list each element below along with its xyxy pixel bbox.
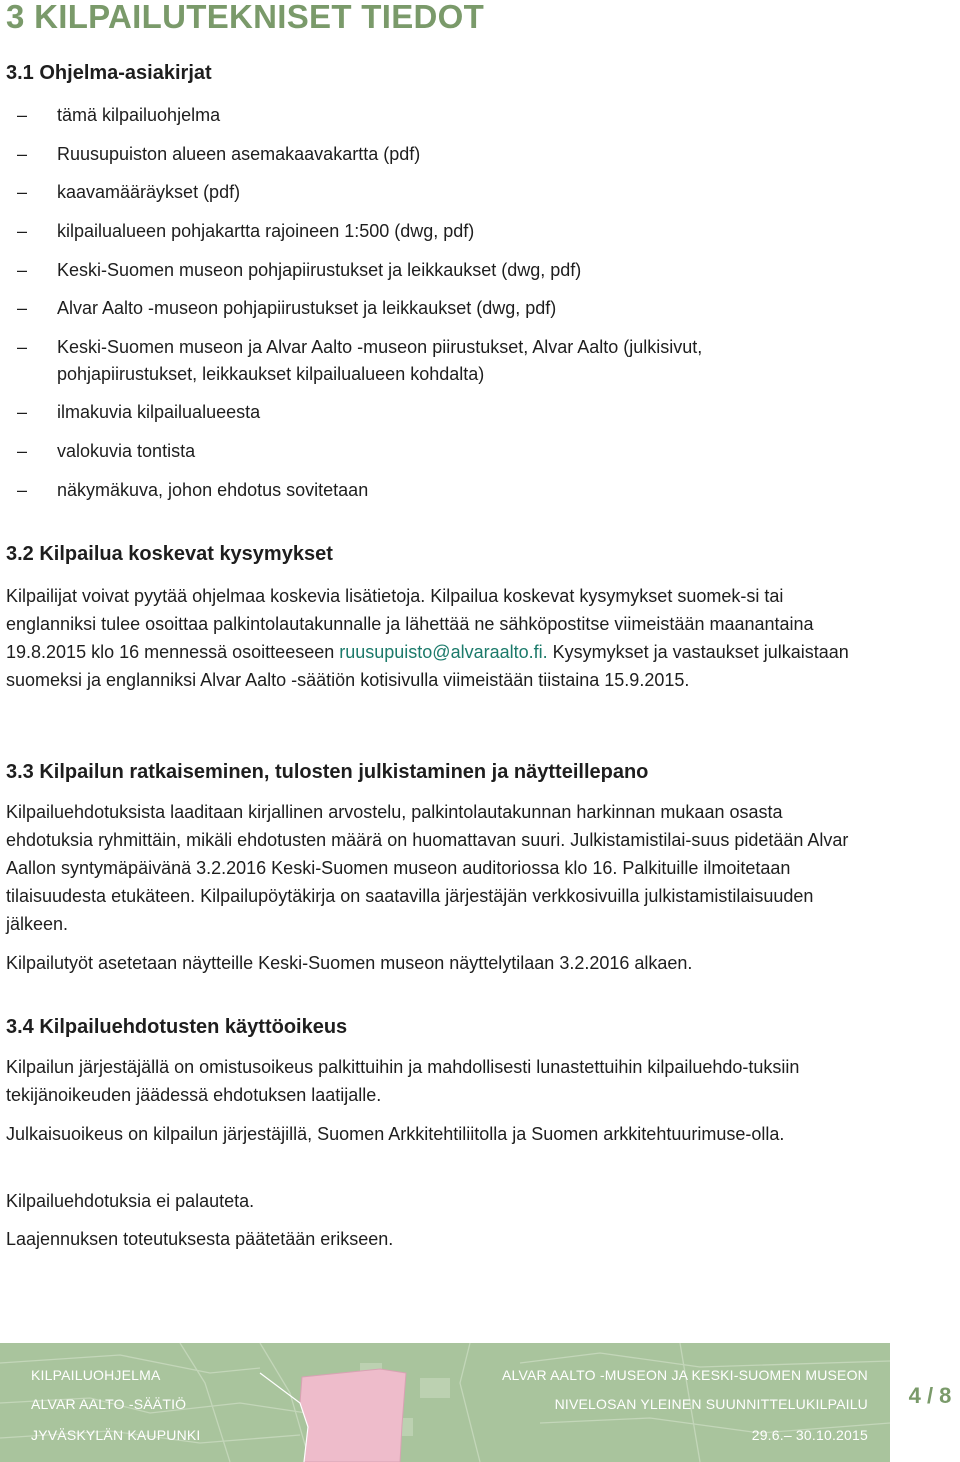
paragraph: Kilpailuehdotuksia ei palauteta. — [6, 1191, 255, 1211]
footer-label: 29.6.– 30.10.2015 — [751, 1427, 868, 1443]
section-heading-3-2: 3.2 Kilpailua koskevat kysymykset — [6, 543, 333, 565]
paragraph: Kilpailun järjestäjällä on omistusoikeus palkittuihin ja mahdollisesti lunastettuihin kilpailuehdo-tuksiin tekijänoikeuden jäädessä ehdotuksen laatijalle. — [6, 1057, 800, 1105]
dash-bullet: – — [17, 221, 28, 241]
footer-label: JYVÄSKYLÄN KAUPUNKI — [31, 1427, 201, 1443]
dash-bullet: – — [17, 441, 28, 461]
page-number: 4 / 8 — [908, 1383, 952, 1408]
dash-bullet: – — [17, 182, 28, 202]
page-title: 3 KILPAILUTEKNISET TIEDOT — [6, 0, 485, 35]
paragraph: Julkaisuoikeus on kilpailun järjestäjillä, Suomen Arkkitehtiliitolla ja Suomen arkkitehtuurimuse-olla. — [6, 1124, 785, 1144]
paragraph: Laajennuksen toteutuksesta päätetään erikseen. — [6, 1229, 394, 1249]
footer-label: ALVAR AALTO -SÄÄTIÖ — [31, 1396, 187, 1412]
paragraph: Kilpailuehdotuksista laaditaan kirjallinen arvostelu, palkintolautakunnan harkinnan mukaan osasta ehdotuksia ryhmittäin, mikäli ehdotusten määrä on huomattavan suuri. Julkistamistilai-suus pidetään Alvar Aallon syntymäpäivänä 3.2.2016 Keski-Suomen museon auditoriossa klo 16. Palkituille ilmoitetaan tilaisuudesta etukäteen. Kilpailupöytäkirja on saatavilla järjestäjän verkkosivuilla julkistamistilaisuuden jälkeen. — [6, 802, 849, 934]
competition-area-shape — [300, 1369, 406, 1462]
dash-bullet: – — [17, 298, 28, 318]
section-heading-3-4: 3.4 Kilpailuehdotusten käyttöoikeus — [6, 1016, 348, 1038]
dash-bullet: – — [17, 260, 28, 280]
section-heading-3-3: 3.3 Kilpailun ratkaiseminen, tulosten julkistaminen ja näytteillepano — [6, 761, 649, 783]
dash-bullet: – — [17, 105, 28, 125]
footer-label: ALVAR AALTO -MUSEON JA KESKI-SUOMEN MUSEON — [502, 1367, 868, 1383]
email-link[interactable]: ruusupuisto@alvaraalto.fi. — [339, 642, 548, 662]
dash-bullet: – — [17, 480, 28, 500]
footer — [0, 1343, 960, 1462]
dash-bullet: – — [17, 144, 28, 164]
footer-label: NIVELOSAN YLEINEN SUUNNITTELUKILPAILU — [554, 1396, 868, 1412]
paragraph: Kilpailutyöt asetetaan näytteille Keski-Suomen museon näyttelytilaan 3.2.2016 alkaen. — [6, 953, 693, 973]
dash-bullet: – — [17, 337, 28, 357]
paragraph: Kilpailijat voivat pyytää ohjelmaa koskevia lisätietoja. Kilpailua koskevat kysymykset suomek-si tai englanniksi tulee osoittaa palkintolautakunnalle ja lähettää ne sähköpostitse viimeistään maanantaina 19.8.2015 klo 16 mennessä osoitteeseen ruusupuisto@alvaraalto.fi. Kysymykset ja vastaukset julkaistaan suomeksi ja englanniksi Alvar Aalto -säätiön kotisivulla viimeistään tiistaina 15.9.2015. — [6, 586, 849, 690]
section-heading-3-1: 3.1 Ohjelma-asiakirjat — [6, 62, 212, 84]
dash-bullet: – — [17, 402, 28, 422]
footer-band — [0, 1343, 890, 1462]
footer-label: KILPAILUOHJELMA — [31, 1367, 161, 1383]
